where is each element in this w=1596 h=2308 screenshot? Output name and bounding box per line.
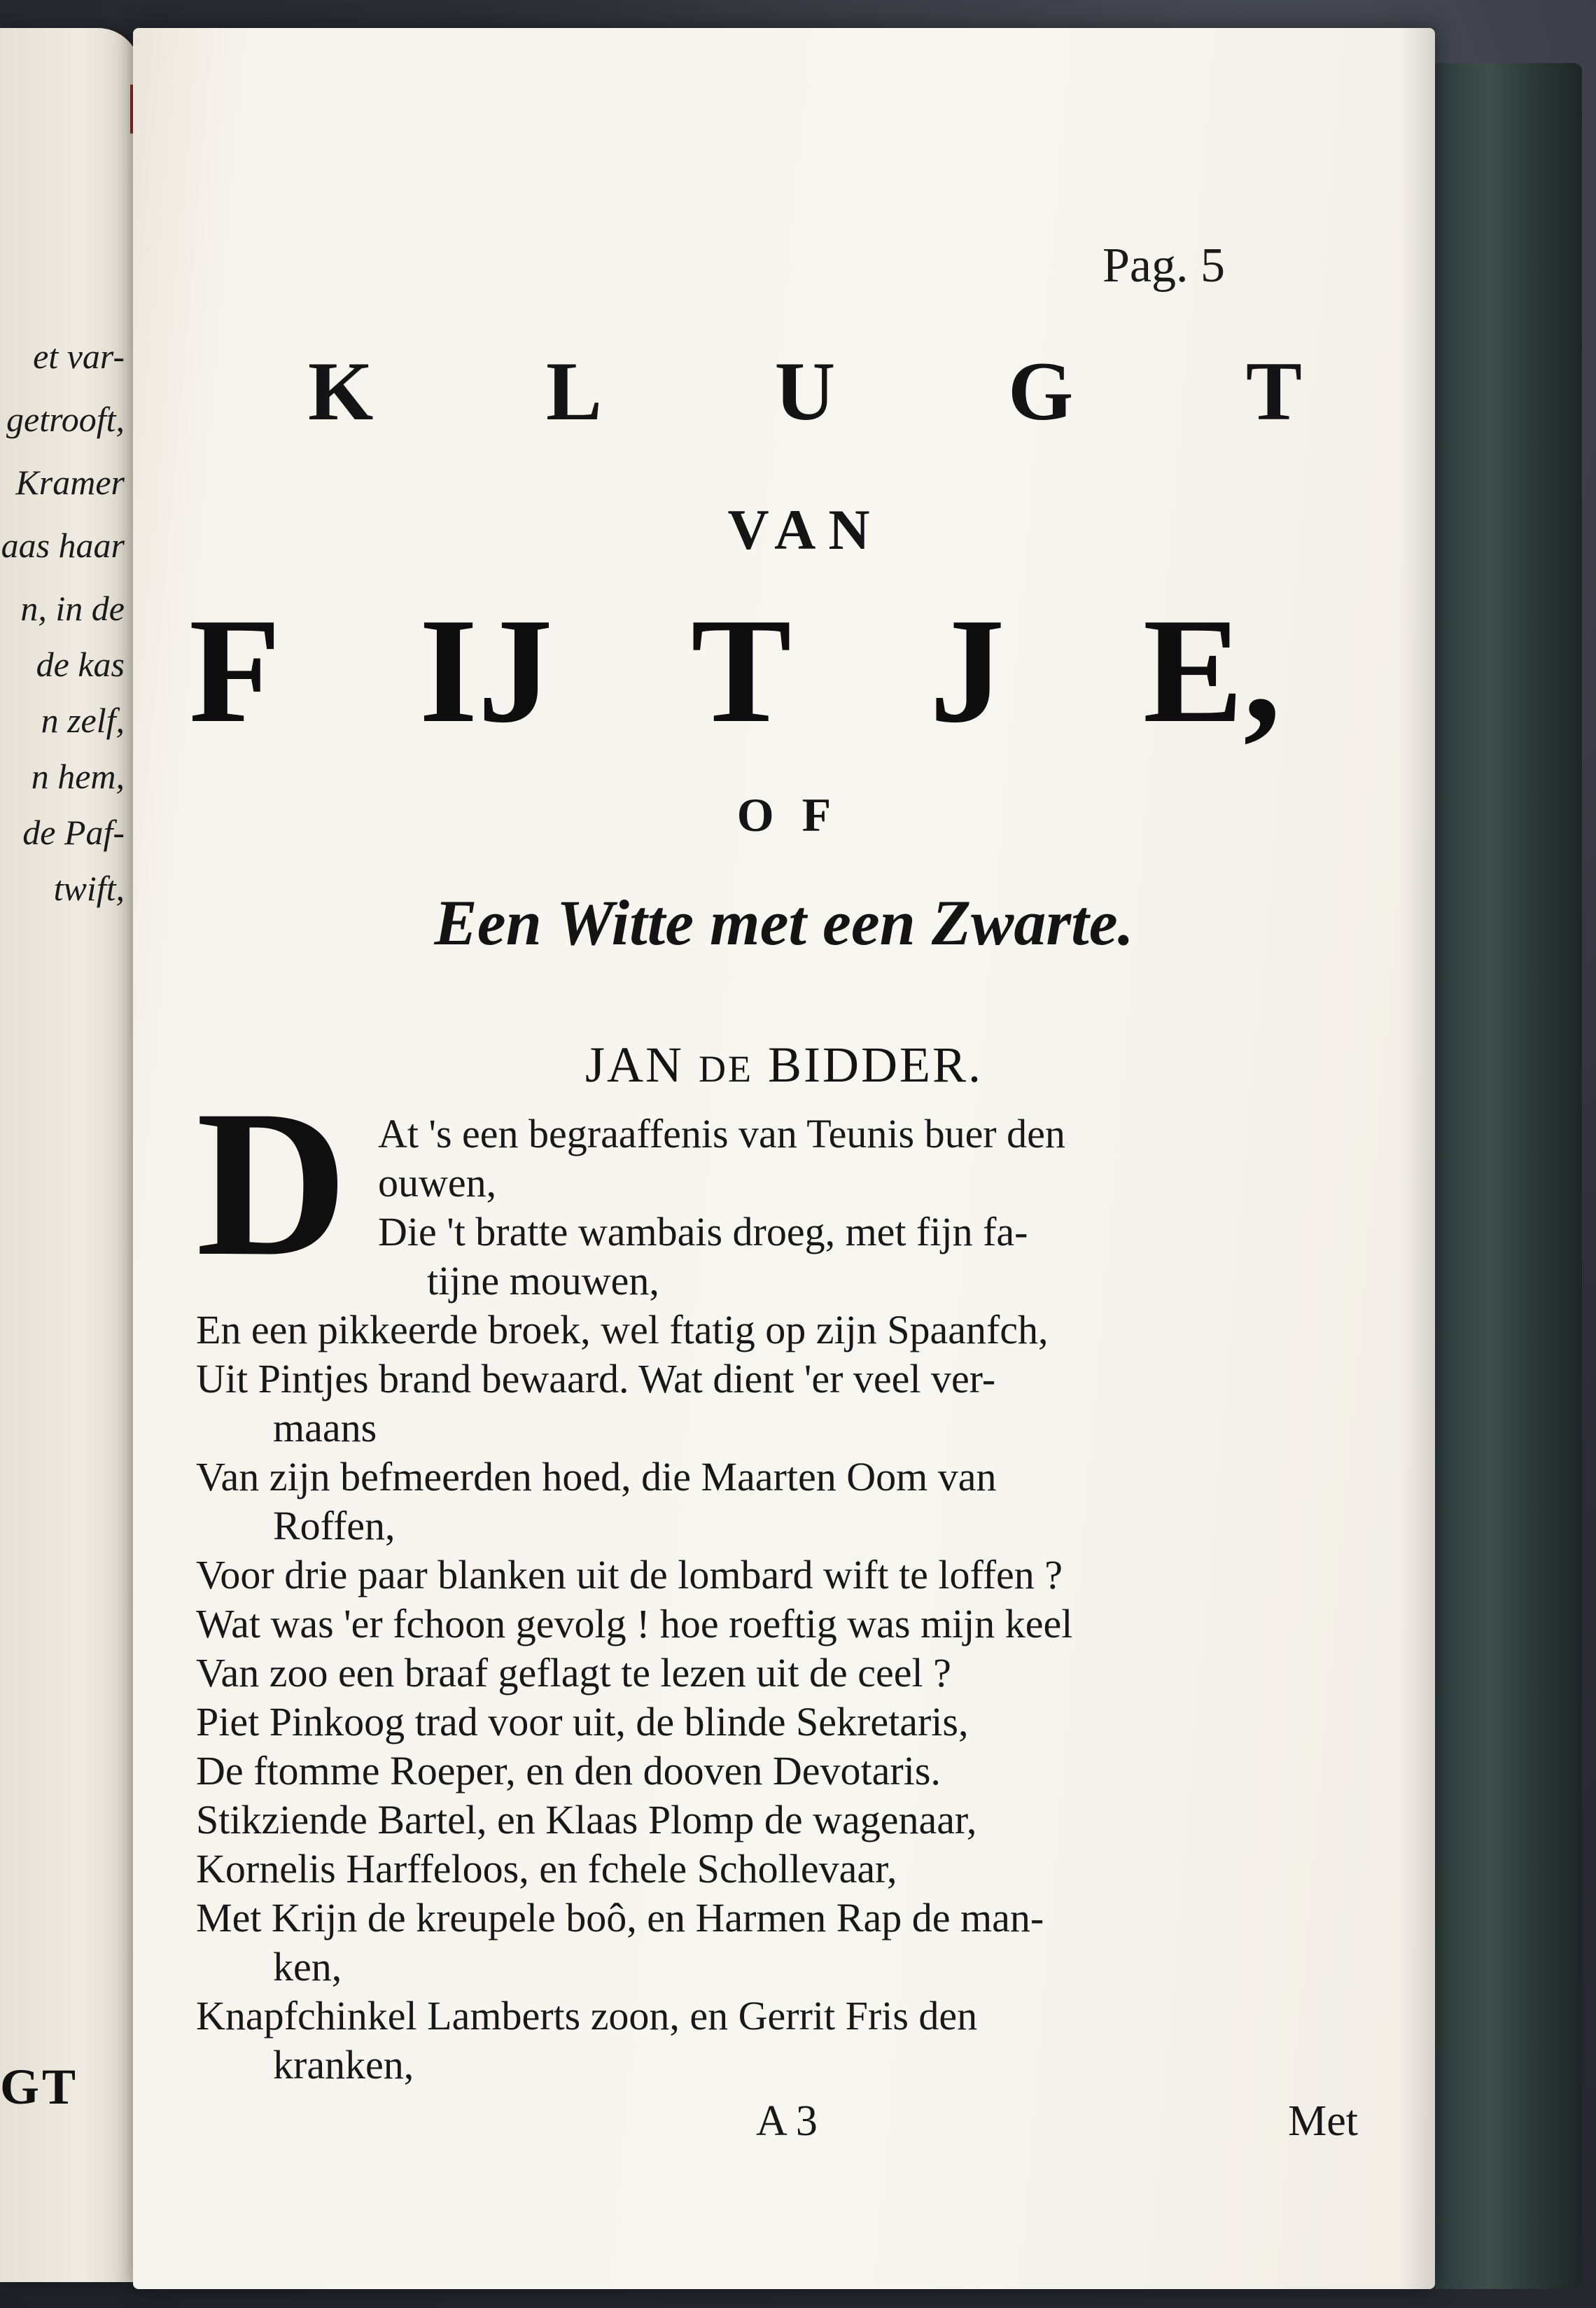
main-page (133, 28, 1435, 2289)
verse-line: Van zoo een braaf geflagt te lezen uit de ceel ? (196, 1650, 951, 1695)
left-page-line: de kas (36, 645, 125, 684)
page-edge-shadow (1400, 28, 1435, 2289)
left-page-line: Kramer (15, 463, 125, 502)
verse-line: En een pikkeerde broek, wel ftatig op zijn Spaanfch, (196, 1307, 1049, 1352)
title-klugt (308, 343, 1302, 440)
title-van: VAN (727, 498, 883, 561)
subtitle: Een Witte met een Zwarte. (434, 887, 1134, 958)
left-page-line: n, in de (20, 589, 125, 628)
title-letter: T (691, 587, 792, 754)
title-letter: E, (1142, 587, 1281, 754)
left-page-line: n zelf, (41, 701, 125, 740)
verse-line: Uit Pintjes brand bewaard. Wat dient 'er veel ver- (196, 1356, 996, 1401)
verse-line: kranken, (273, 2042, 414, 2087)
verse-line: Kornelis Harffeloos, en fchele Schollevaar, (196, 1846, 897, 1891)
left-page-line: de Paf- (22, 813, 125, 852)
title-letter: G (1007, 344, 1074, 438)
title-letter: T (1245, 344, 1302, 438)
verse-line: tijne mouwen, (427, 1258, 659, 1303)
verse-line: Met Krijn de kreupele boô, en Harmen Rap de man- (196, 1895, 1044, 1940)
title-letter: IJ (419, 587, 553, 754)
page-number: Pag. 5 (1102, 239, 1225, 293)
speaker-last-name: BIDDER. (768, 1037, 983, 1093)
title-letter: L (545, 344, 603, 438)
drop-cap: D (196, 1067, 348, 1299)
verse-line: Stikziende Bartel, en Klaas Plomp de wagenaar, (196, 1797, 977, 1842)
left-page-footer: GT (0, 2059, 79, 2115)
signature-mark: A 3 (756, 2097, 818, 2145)
catchword: Met (1288, 2097, 1358, 2145)
left-page-line: et var- (33, 337, 125, 376)
title-letter: J (929, 587, 1005, 754)
verse-line: Knapfchinkel Lamberts zoon, en Gerrit Fris den (196, 1993, 978, 2038)
verse-line: Voor drie paar blanken uit de lombard wift te loffen ? (196, 1552, 1063, 1597)
verse-line: ken, (273, 1944, 342, 1989)
book-binding (1428, 63, 1582, 2289)
speaker-first-name: JAN (585, 1037, 685, 1093)
left-page (0, 28, 140, 2282)
speaker-particle: DE (699, 1048, 753, 1090)
verse-line: Wat was 'er fchoon gevolg ! hoe roeftig was mijn keel (196, 1601, 1073, 1646)
page-footer (196, 2097, 1358, 2153)
verse-line: De ftomme Roeper, en den dooven Devotaris. (196, 1748, 941, 1793)
verse-line: Van zijn befmeerden hoed, die Maarten Oom van (196, 1454, 997, 1499)
left-page-line: getrooft, (6, 400, 125, 439)
verse-line: Roffen, (273, 1503, 396, 1548)
verse-line: Die 't bratte wambais droeg, met fijn fa- (378, 1209, 1028, 1254)
left-page-line: aas haar (1, 526, 125, 565)
verse-line: maans (273, 1405, 377, 1450)
verse-line: At 's een begraaffenis van Teunis buer den (378, 1111, 1065, 1156)
verse-block (196, 1110, 1358, 2090)
verse-line: ouwen, (378, 1160, 497, 1205)
title-letter: K (308, 344, 374, 438)
title-letter: U (774, 344, 836, 438)
title-letter: F (189, 587, 281, 754)
title-of: OF (736, 788, 860, 841)
title-fijtje (189, 587, 1281, 754)
left-page-line: twift, (53, 869, 125, 908)
left-page-line: n hem, (31, 757, 125, 796)
verse-line: Piet Pinkoog trad voor uit, de blinde Sekretaris, (196, 1699, 969, 1744)
